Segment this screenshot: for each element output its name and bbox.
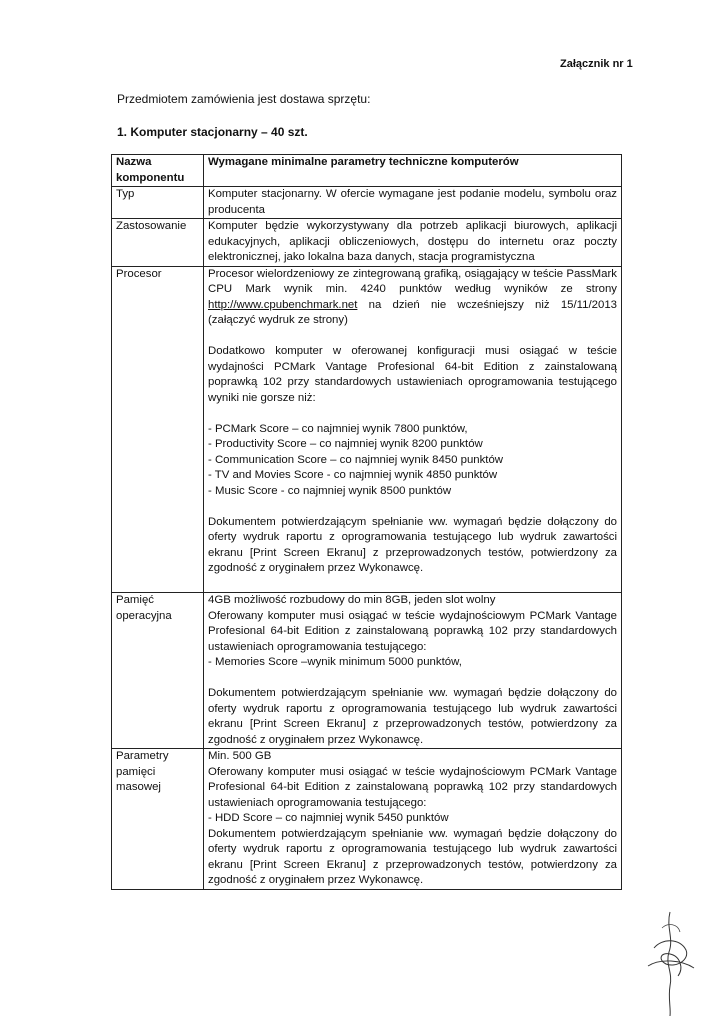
masowa-line-1: Min. 500 GB xyxy=(208,750,272,762)
cpubenchmark-link[interactable]: http://www.cpubenchmark.net xyxy=(208,298,358,311)
spec-table xyxy=(111,154,622,890)
score-item: - PCMark Score – co najmniej wynik 7800 punktów, xyxy=(208,422,468,435)
pamiec-line-2: Oferowany komputer musi osiągać w teście wydajnościowym PCMark Vantage Profesional 64-bit Edition z zainstalowaną poprawką 102 przy standardowych ustawieniach oprogramowania testującego: xyxy=(208,609,617,653)
section-title: 1. Komputer stacjonarny – 40 szt. xyxy=(117,125,308,139)
score-item: - Music Score - co najmniej wynik 8500 punktów xyxy=(208,484,452,497)
header-parameters: Wymagane minimalne parametry techniczne komputerów xyxy=(204,155,622,187)
table-row xyxy=(112,219,622,267)
masowa-paragraph-3: Dokumentem potwierdzającym spełnianie ww. wymagań będzie dołączony do oferty wydruk raportu z oprogramowania testującego lub wydruk zawartości ekranu [Print Screen Ekranu] z przeprowadzonych testów, potwierdzony za zgodność z oryginałem przez Wykonawcę. xyxy=(208,827,617,886)
table-row xyxy=(112,593,622,749)
procesor-paragraph-3: Dokumentem potwierdzającym spełnianie ww. wymagań będzie dołączony do oferty wydruk raportu z oprogramowania testującego lub wydruk zawartości ekranu [Print Screen Ekranu] z przeprowadzonych testów, potwierdzony za zgodność z oryginałem przez Wykonawcę. xyxy=(208,515,617,574)
row-value-masowa xyxy=(204,749,622,890)
score-item: - TV and Movies Score - co najmniej wynik 4850 punktów xyxy=(208,469,498,481)
masowa-line-2: Oferowany komputer musi osiągać w teście wydajnościowym PCMark Vantage Profesional 64-bit Edition z zainstalowaną poprawką 102 przy standardowych ustawieniach oprogramowania testującego: xyxy=(208,765,617,809)
row-value-pamiec xyxy=(204,593,622,749)
handwritten-signature xyxy=(640,908,700,1018)
pamiec-line-3: - Memories Score –wynik minimum 5000 punktów, xyxy=(208,656,462,668)
procesor-paragraph-1 xyxy=(208,267,617,329)
intro-text: Przedmiotem zamówienia jest dostawa sprzętu: xyxy=(117,92,371,106)
row-name-zastosowanie: Zastosowanie xyxy=(112,219,204,267)
score-item: - Productivity Score – co najmniej wynik 8200 punktów xyxy=(208,438,483,450)
table-row xyxy=(112,749,622,890)
table-row xyxy=(112,266,622,593)
masowa-line-3: - HDD Score – co najmniej wynik 5450 punktów xyxy=(208,812,449,824)
pamiec-line-1: 4GB możliwość rozbudowy do min 8GB, jeden slot wolny xyxy=(208,594,496,606)
header-component: Nazwa komponentu xyxy=(112,155,204,187)
procesor-text-before-link: Procesor wielordzeniowy ze zintegrowaną grafiką, osiągający w teście PassMark CPU Mark wynik min. 4240 punktów według wyników ze strony xyxy=(208,267,617,295)
row-value-procesor xyxy=(204,266,622,593)
row-value-zastosowanie: Komputer będzie wykorzystywany dla potrzeb aplikacji biurowych, aplikacji edukacyjnych, aplikacji obliczeniowych, dostępu do internetu oraz poczty elektronicznej, jako lokalna baza danych, stacja programistyczna xyxy=(204,219,622,267)
annex-label: Załącznik nr 1 xyxy=(560,58,633,70)
row-value-typ: Komputer stacjonarny. W ofercie wymagane jest podanie modelu, symbolu oraz producenta xyxy=(204,187,622,219)
score-item: - Communication Score – co najmniej wynik 8450 punktów xyxy=(208,453,504,466)
procesor-paragraph-2: Dodatkowo komputer w oferowanej konfiguracji musi osiągać w teście wydajności PCMark Vantage Profesional 64-bit Edition z zainstalowaną poprawką 102 przy standardowych ustawieniach oprogramowania testującego wyniki nie gorsze niż: xyxy=(208,345,617,404)
table-row xyxy=(112,187,622,219)
row-name-pamiec: Pamięć operacyjna xyxy=(112,593,204,749)
row-name-masowa: Parametry pamięci masowej xyxy=(112,749,204,890)
pamiec-paragraph-3: Dokumentem potwierdzającym spełnianie ww. wymagań będzie dołączony do oferty wydruk raportu z oprogramowania testującego lub wydruk zawartości ekranu [Print Screen Ekranu] z przeprowadzonych testów, potwierdzony za zgodność z oryginałem przez Wykonawcę. xyxy=(208,687,617,746)
row-name-procesor: Procesor xyxy=(112,266,204,593)
table-header-row xyxy=(112,155,622,187)
procesor-text-after-link: na dzień nie wcześniejszy niż 15/11/2013 (załączyć wydruk ze strony) xyxy=(208,298,617,326)
row-name-typ: Typ xyxy=(112,187,204,219)
